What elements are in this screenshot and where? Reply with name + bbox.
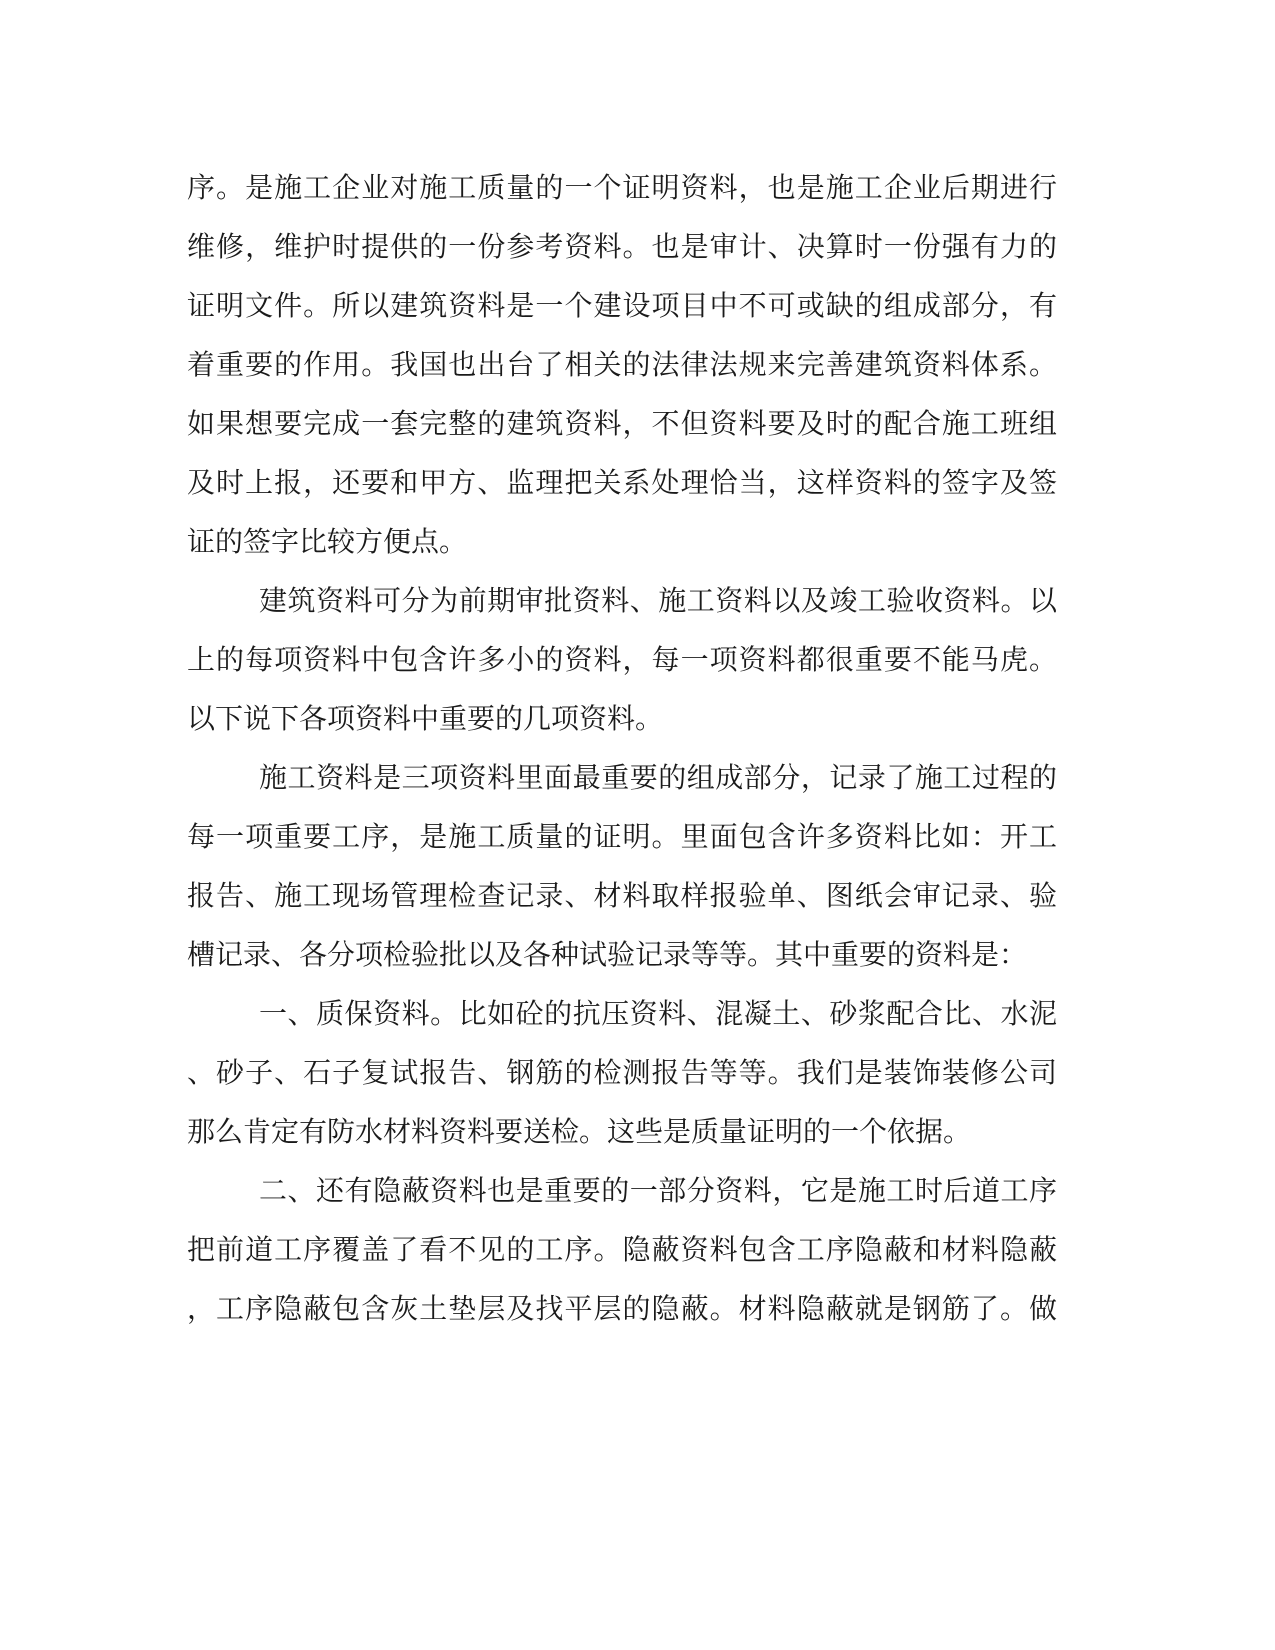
text-line: 维修，维护时提供的一份参考资料。也是审计、决算时一份强有力的 xyxy=(187,230,1057,263)
text-line: ，工序隐蔽包含灰土垫层及找平层的隐蔽。材料隐蔽就是钢筋了。做 xyxy=(187,1292,1057,1325)
text-line: 报告、施工现场管理检查记录、材料取样报验单、图纸会审记录、验 xyxy=(187,879,1057,912)
text-line: 以下说下各项资料中重要的几项资料。 xyxy=(187,702,664,735)
text-line: 二、还有隐蔽资料也是重要的一部分资料，它是施工时后道工序 xyxy=(259,1174,1057,1207)
text-line: 施工资料是三项资料里面最重要的组成部分，记录了施工过程的 xyxy=(259,761,1057,794)
paragraph-3 xyxy=(187,748,1057,984)
text-line: 上的每项资料中包含许多小的资料，每一项资料都很重要不能马虎。 xyxy=(187,643,1057,676)
text-line: 着重要的作用。我国也出台了相关的法律法规来完善建筑资料体系。 xyxy=(187,348,1057,381)
text-line: 那么肯定有防水材料资料要送检。这些是质量证明的一个依据。 xyxy=(187,1115,972,1148)
text-line: 如果想要完成一套完整的建筑资料，不但资料要及时的配合施工班组 xyxy=(187,407,1057,440)
text-line: 一、质保资料。比如砼的抗压资料、混凝土、砂浆配合比、水泥 xyxy=(259,997,1057,1030)
text-line: 把前道工序覆盖了看不见的工序。隐蔽资料包含工序隐蔽和材料隐蔽 xyxy=(187,1233,1057,1266)
text-line: 、砂子、石子复试报告、钢筋的检测报告等等。我们是装饰装修公司 xyxy=(187,1056,1057,1089)
text-line: 及时上报，还要和甲方、监理把关系处理恰当，这样资料的签字及签 xyxy=(187,466,1057,499)
document-body xyxy=(187,158,1057,1338)
paragraph-2 xyxy=(187,571,1057,748)
text-line: 建筑资料可分为前期审批资料、施工资料以及竣工验收资料。以 xyxy=(259,584,1057,617)
paragraph-4 xyxy=(187,984,1057,1161)
text-line: 证明文件。所以建筑资料是一个建设项目中不可或缺的组成部分，有 xyxy=(187,289,1057,322)
text-line: 槽记录、各分项检验批以及各种试验记录等等。其中重要的资料是： xyxy=(187,938,1028,971)
text-line: 序。是施工企业对施工质量的一个证明资料，也是施工企业后期进行 xyxy=(187,171,1057,204)
text-line: 证的签字比较方便点。 xyxy=(187,525,468,558)
paragraph-1 xyxy=(187,158,1057,571)
paragraph-5 xyxy=(187,1161,1057,1338)
text-line: 每一项重要工序，是施工质量的证明。里面包含许多资料比如：开工 xyxy=(187,820,1057,853)
